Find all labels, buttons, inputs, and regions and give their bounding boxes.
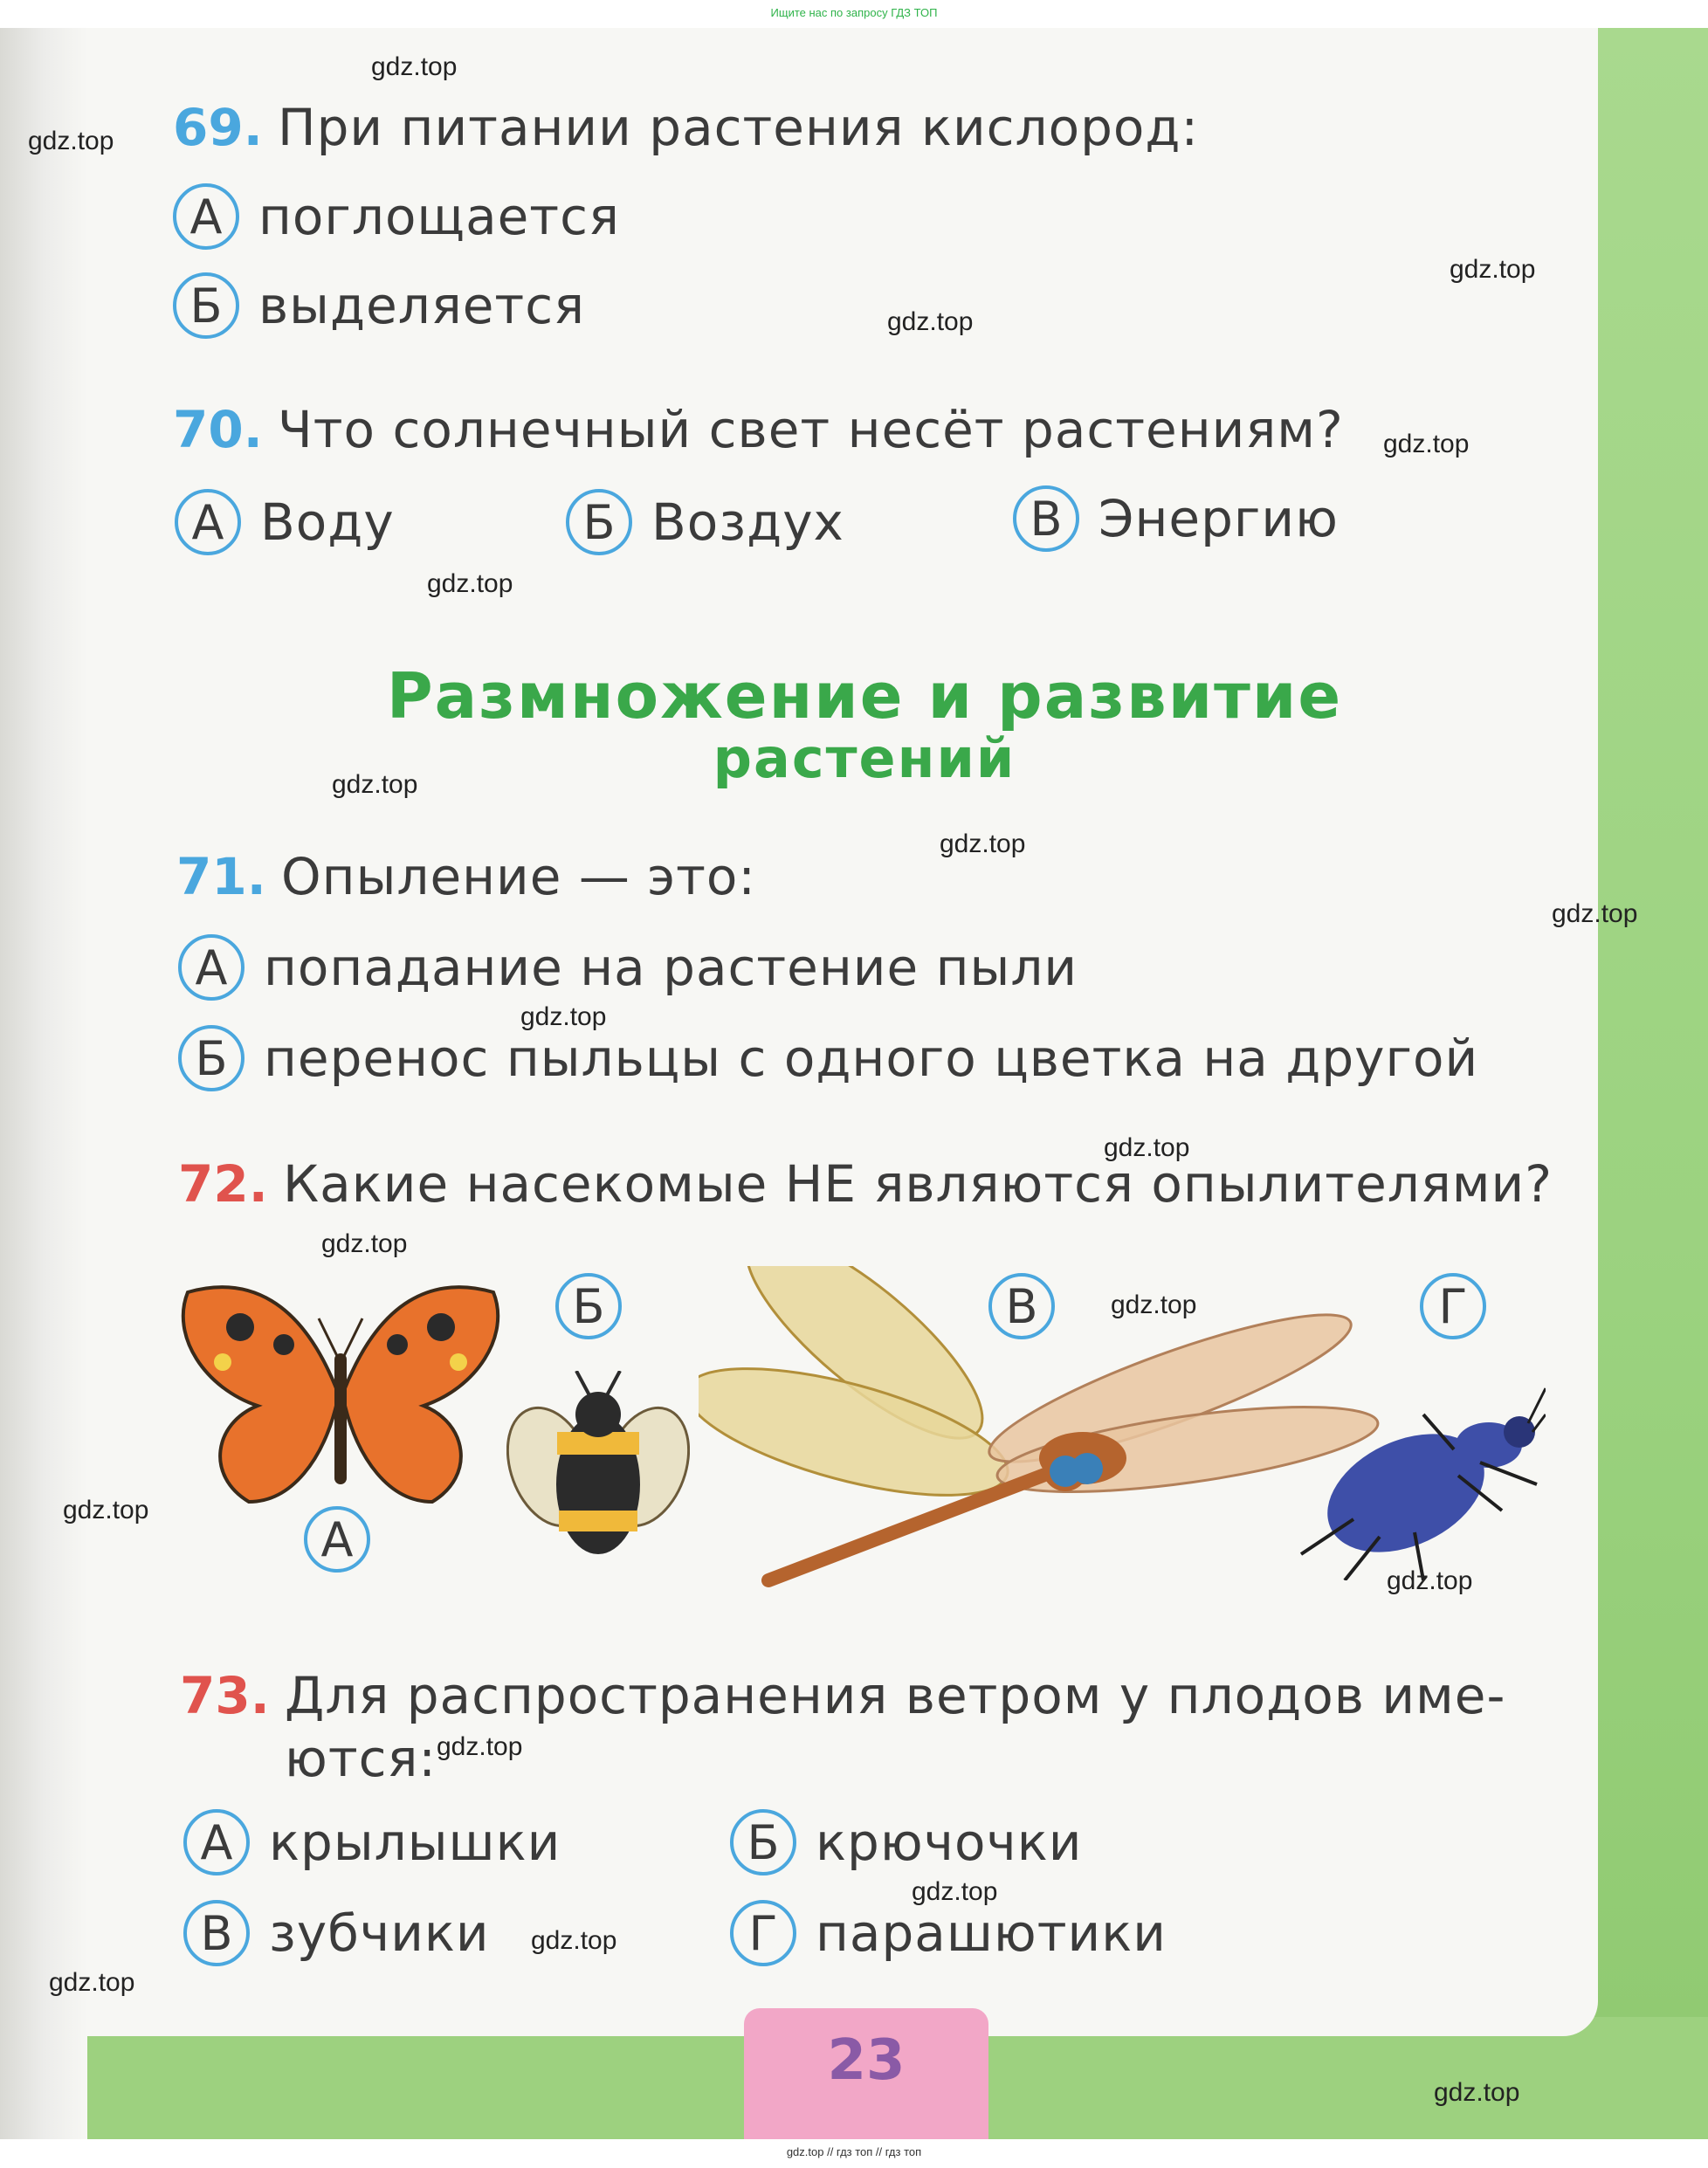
- question-69-text: При питании растения кислород:: [278, 98, 1200, 157]
- watermark: gdz.top: [1450, 255, 1536, 284]
- q70-option-a[interactable]: [175, 489, 395, 555]
- option-text: крылышки: [269, 1813, 561, 1872]
- q70-option-b[interactable]: [566, 489, 844, 555]
- option-letter-circle: Б: [566, 489, 632, 555]
- watermark: gdz.top: [520, 1002, 607, 1031]
- q72-option-b-circle[interactable]: Б: [555, 1273, 622, 1339]
- option-letter-circle: А: [173, 183, 239, 250]
- section-title: [367, 659, 1362, 790]
- page-spine-shadow: [0, 28, 87, 2139]
- page-number-tab: [744, 2008, 988, 2139]
- watermark: gdz.top: [49, 1968, 135, 1997]
- section-title-line1: Размножение и развитие: [386, 659, 1343, 733]
- option-text: зубчики: [269, 1903, 490, 1963]
- option-text: крючочки: [816, 1813, 1083, 1872]
- option-letter-circle: А: [178, 934, 244, 1001]
- page-number: 23: [827, 2028, 906, 2093]
- watermark: gdz.top: [1383, 430, 1470, 458]
- watermark: gdz.top: [28, 127, 114, 155]
- q73-option-d[interactable]: [730, 1900, 1167, 1966]
- option-text: поглощается: [258, 187, 620, 246]
- beetle-icon: [1284, 1371, 1546, 1580]
- butterfly-icon: [170, 1266, 511, 1511]
- bottom-banner: gdz.top // гдз топ // гдз топ: [786, 2145, 922, 2158]
- q73-option-b[interactable]: [730, 1809, 1082, 1875]
- option-letter-circle: Б: [730, 1809, 796, 1875]
- option-letter-circle: А: [175, 489, 241, 555]
- question-73-text-line2: ются:: [285, 1729, 437, 1788]
- option-text: выделяется: [258, 276, 585, 335]
- option-text: Воду: [260, 492, 395, 552]
- option-letter-circle: Б: [173, 272, 239, 339]
- option-letter-circle: Г: [730, 1900, 796, 1966]
- question-72-text: Какие насекомые НЕ являются опылителями?: [283, 1154, 1553, 1214]
- q71-option-b[interactable]: [178, 1025, 1478, 1091]
- watermark: gdz.top: [427, 569, 513, 598]
- q73-option-c[interactable]: [183, 1900, 490, 1966]
- watermark: gdz.top: [321, 1229, 408, 1258]
- watermark: gdz.top: [437, 1732, 523, 1761]
- question-73-number: 73.: [180, 1666, 270, 1725]
- option-letter-circle: А: [183, 1809, 250, 1875]
- q69-option-a[interactable]: [173, 183, 620, 250]
- watermark: gdz.top: [1104, 1133, 1190, 1162]
- option-letter-circle: В: [183, 1900, 250, 1966]
- bumblebee-icon: [506, 1371, 690, 1589]
- q70-option-c[interactable]: [1013, 485, 1339, 552]
- watermark: gdz.top: [887, 307, 974, 336]
- watermark: gdz.top: [1111, 1290, 1197, 1319]
- watermark: gdz.top: [912, 1877, 998, 1906]
- option-text: парашютики: [816, 1903, 1167, 1963]
- watermark: gdz.top: [63, 1496, 149, 1524]
- watermark: gdz.top: [1434, 2078, 1520, 2107]
- option-text: Энергию: [1098, 489, 1339, 548]
- question-69-number: 69.: [173, 98, 263, 157]
- dragonfly-icon: [699, 1266, 1380, 1598]
- option-letter-circle: В: [1013, 485, 1079, 552]
- watermark: gdz.top: [332, 770, 418, 799]
- watermark: gdz.top: [1387, 1566, 1473, 1595]
- q72-option-d-circle[interactable]: Г: [1420, 1273, 1486, 1339]
- watermark: gdz.top: [371, 52, 458, 81]
- question-73-text-line1: Для распространения ветром у плодов име-: [285, 1666, 1506, 1725]
- question-71-number: 71.: [176, 847, 266, 906]
- question-70-number: 70.: [173, 400, 263, 459]
- watermark: gdz.top: [1552, 899, 1638, 928]
- option-text: попадание на растение пыли: [264, 938, 1078, 997]
- option-text: Воздух: [651, 492, 844, 552]
- q72-option-c-circle[interactable]: В: [988, 1273, 1055, 1339]
- top-banner: Ищите нас по запросу ГДЗ ТОП: [770, 6, 938, 19]
- q69-option-b[interactable]: [173, 272, 585, 339]
- watermark: gdz.top: [940, 829, 1026, 858]
- option-letter-circle: Б: [178, 1025, 244, 1091]
- question-72-number: 72.: [178, 1154, 268, 1214]
- q71-option-a[interactable]: [178, 934, 1078, 1001]
- section-title-line2: растений: [713, 726, 1016, 790]
- q72-option-a-circle[interactable]: А: [304, 1506, 370, 1573]
- watermark: gdz.top: [531, 1926, 617, 1955]
- q73-option-a[interactable]: [183, 1809, 561, 1875]
- question-70-text: Что солнечный свет несёт растениям?: [278, 400, 1344, 459]
- question-71-text: Опыление — это:: [281, 847, 756, 906]
- option-text: перенос пыльцы с одного цветка на другой: [264, 1029, 1479, 1088]
